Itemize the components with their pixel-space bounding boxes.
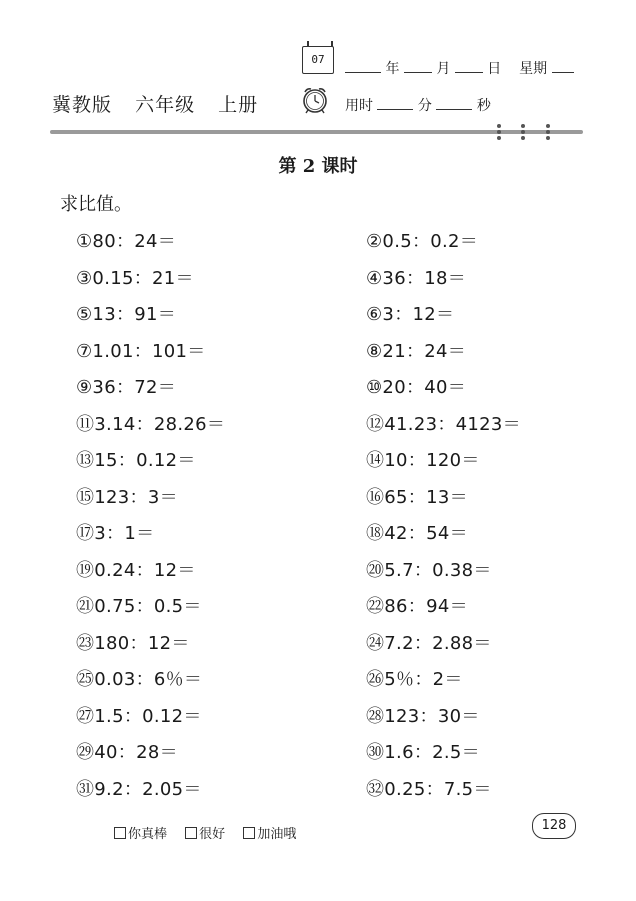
problem-item: ㉚1.6：2.5＝: [366, 742, 480, 763]
problem-item: ㉑0.75：0.5＝: [76, 596, 202, 617]
checkbox[interactable]: [114, 827, 126, 839]
calendar-number: 07: [311, 53, 325, 66]
instruction: 求比值。: [60, 194, 132, 215]
weekday-blank[interactable]: [552, 60, 574, 73]
divider-dots: [496, 124, 502, 144]
page-number: 128: [532, 813, 576, 839]
weekday-label: 星期: [519, 61, 548, 77]
problem-item: ㉘123：30＝: [366, 705, 480, 727]
problem-item: ⑲0.24：12＝: [76, 559, 196, 581]
day-label: 日: [487, 61, 502, 77]
problem-item: ①80：24＝: [76, 231, 177, 252]
problem-item: ⑫41.23：4123＝: [366, 413, 521, 435]
book-grade: 六年级: [135, 94, 196, 116]
time-used-label: 用时: [345, 98, 373, 114]
rating-label: 你真棒: [128, 827, 168, 842]
problem-item: ㉕0.03：6％＝: [76, 669, 203, 690]
rating-option-good[interactable]: [185, 827, 225, 842]
problem-item: ⑨36：72＝: [76, 377, 177, 398]
problem-item: ⑥3：12＝: [366, 304, 455, 325]
rating-label: 加油哦: [257, 827, 297, 842]
problem-item: ⑭10：120＝: [366, 450, 480, 471]
date-fill-line: [345, 58, 574, 78]
rating-option-keep-going[interactable]: [243, 827, 296, 842]
month-blank[interactable]: [404, 60, 432, 73]
seconds-label: 秒: [476, 98, 491, 114]
problem-item: ⑰3：1＝: [76, 523, 155, 544]
problem-item: ⑯65：13＝: [366, 486, 468, 508]
checkbox[interactable]: [185, 827, 197, 839]
alarm-clock-icon: [300, 86, 330, 114]
lesson-title: 第 2 课时: [278, 156, 358, 177]
problem-item: ⑮123：3＝: [76, 486, 178, 508]
self-assessment: [114, 823, 310, 842]
checkbox[interactable]: [243, 827, 255, 839]
problem-item: ⑤13：91＝: [76, 304, 177, 325]
problem-item: ㉓180：12＝: [76, 632, 190, 654]
problem-item: ㉙40：28＝: [76, 742, 178, 763]
problem-item: ㉖5％：2＝: [366, 669, 463, 690]
problem-item: ⑧21：24＝: [366, 340, 467, 362]
problem-item: ⑬15：0.12＝: [76, 450, 196, 471]
problem-item: ⑪3.14：28.26＝: [76, 413, 226, 435]
time-fill-line: [345, 95, 491, 115]
problem-item: ㉒86：94＝: [366, 596, 468, 617]
problem-item: ⑱42：54＝: [366, 523, 468, 544]
book-info: [52, 90, 274, 117]
book-edition: 冀教版: [52, 94, 113, 116]
minutes-blank[interactable]: [377, 97, 413, 110]
rating-label: 很好: [199, 827, 226, 842]
month-label: 月: [436, 61, 451, 77]
problem-item: ②0.5：0.2＝: [366, 231, 479, 252]
header-divider: [50, 130, 583, 134]
problem-item: ④36：18＝: [366, 267, 467, 289]
problem-item: ㉔7.2：2.88＝: [366, 632, 492, 654]
year-blank[interactable]: [345, 60, 381, 73]
rating-option-excellent[interactable]: [114, 827, 167, 842]
problem-item: ③0.15：21＝: [76, 267, 194, 289]
problem-item: ㉛9.2：2.05＝: [76, 778, 202, 800]
book-volume: 上册: [218, 94, 259, 116]
seconds-blank[interactable]: [436, 97, 472, 110]
divider-dots: [520, 124, 526, 144]
problem-item: ⑩20：40＝: [366, 377, 467, 398]
problem-item: ⑦1.01：101＝: [76, 340, 206, 362]
problem-item: ㉜0.25：7.5＝: [366, 778, 492, 800]
minutes-label: 分: [417, 98, 432, 114]
calendar-icon: [302, 46, 334, 74]
problem-item: ㉗1.5：0.12＝: [76, 705, 202, 727]
year-label: 年: [385, 61, 400, 77]
day-blank[interactable]: [455, 60, 483, 73]
divider-dots: [545, 124, 551, 144]
problem-item: ⑳5.7：0.38＝: [366, 559, 492, 581]
